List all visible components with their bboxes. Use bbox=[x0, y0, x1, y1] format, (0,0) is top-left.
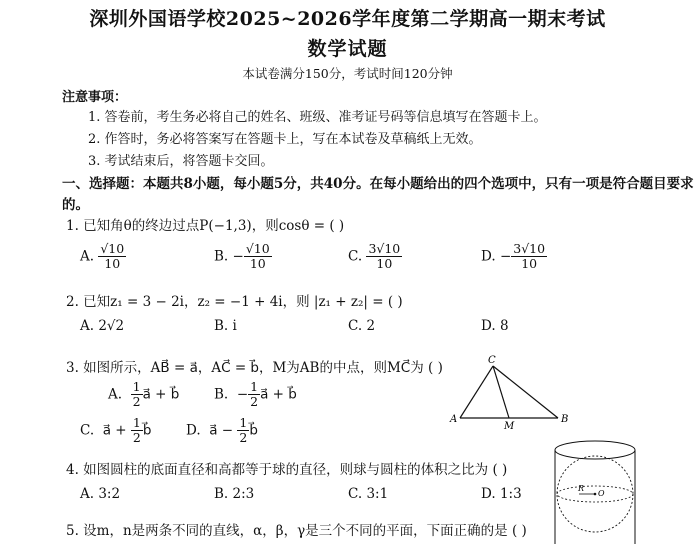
question-3-option-d: D. a⃗ − $\frac{1}{2}$ b⃗ bbox=[186, 415, 258, 446]
question-1-option-b: B. − $\frac{√10}{10}$ bbox=[214, 241, 270, 272]
vertex-label-b: B bbox=[561, 414, 569, 425]
question-1-stem: 1. 已知角θ的终边过点P(−1,3)，则cosθ = ( ) bbox=[66, 218, 345, 234]
question-2-option-b: B. i bbox=[214, 318, 237, 334]
question-2-stem: 2. 已知z₁ = 3 − 2i，z₂ = −1 + 4i，则 |z₁ + z₂| = ( ) bbox=[66, 294, 403, 310]
note-item: 2. 作答时，务必将答案写在答题卡上，写在本试卷及草稿纸上无效。 bbox=[88, 132, 482, 147]
triangle-side-bc bbox=[493, 366, 558, 418]
section-heading: 一、选择题：本题共8小题，每小题5分，共40分。在每小题给出的四个选项中，只有一项是符合题目要求 bbox=[62, 176, 694, 192]
question-2-option-c: C. 2 bbox=[348, 318, 376, 334]
question-3-stem: 3. 如图所示，AB⃗ = a⃗，AC⃗ = b⃗，M为AB的中点，则MC⃗为 ( ) bbox=[66, 360, 443, 376]
triangle-figure bbox=[446, 352, 576, 432]
exam-subject: 数学试题 bbox=[307, 38, 388, 60]
cylinder-sphere-figure bbox=[548, 436, 642, 544]
question-4-option-d: D. 1:3 bbox=[481, 486, 522, 502]
question-5-stem: 5. 设m，n是两条不同的直线，α，β，γ是三个不同的平面，下面正确的是 ( ) bbox=[66, 523, 527, 539]
exam-info: 本试卷满分150分，考试时间120分钟 bbox=[242, 66, 453, 81]
vertex-label-m: M bbox=[504, 421, 515, 432]
question-1-option-c: C. $\frac{3√10}{10}$ bbox=[348, 241, 401, 272]
question-4-option-c: C. 3:1 bbox=[348, 486, 389, 502]
note-item: 1. 答卷前，考生务必将自己的姓名、班级、准考证号码等信息填写在答题卡上。 bbox=[88, 110, 547, 125]
triangle-median-mc bbox=[493, 366, 509, 418]
question-2-option-d: D. 8 bbox=[481, 318, 509, 334]
vertex-label-a: A bbox=[450, 414, 458, 425]
question-3-option-a: A. $\frac{1}{2}$ a⃗ + b⃗ bbox=[108, 379, 180, 410]
question-2-option-a: A. 2√2 bbox=[80, 318, 125, 334]
question-1-option-d: D. − $\frac{3√10}{10}$ bbox=[481, 241, 546, 272]
center-label: O bbox=[598, 489, 605, 498]
sphere-center-point bbox=[594, 493, 597, 496]
question-1-option-a: A. $\frac{√10}{10}$ bbox=[80, 241, 125, 272]
cylinder-top-ellipse bbox=[555, 441, 635, 459]
question-3-option-b: B. − $\frac{1}{2}$ a⃗ + b⃗ bbox=[214, 379, 297, 410]
question-4-stem: 4. 如图圆柱的底面直径和高都等于球的直径，则球与圆柱的体积之比为 ( ) bbox=[66, 462, 508, 478]
notes-heading: 注意事项： bbox=[62, 90, 128, 105]
exam-title: 深圳外国语学校2025~2026学年度第二学期高一期末考试 bbox=[89, 8, 606, 30]
radius-label: R bbox=[578, 484, 585, 493]
question-4-option-b: B. 2:3 bbox=[214, 486, 255, 502]
question-3-option-c: C. a⃗ + $\frac{1}{2}$ b⃗ bbox=[80, 415, 152, 446]
section-heading-cont: 的。 bbox=[62, 197, 89, 213]
question-4-option-a: A. 3:2 bbox=[80, 486, 121, 502]
vertex-label-c: C bbox=[488, 355, 496, 366]
triangle-side-ac bbox=[460, 366, 493, 418]
note-item: 3. 考试结束后，将答题卡交回。 bbox=[88, 154, 274, 169]
